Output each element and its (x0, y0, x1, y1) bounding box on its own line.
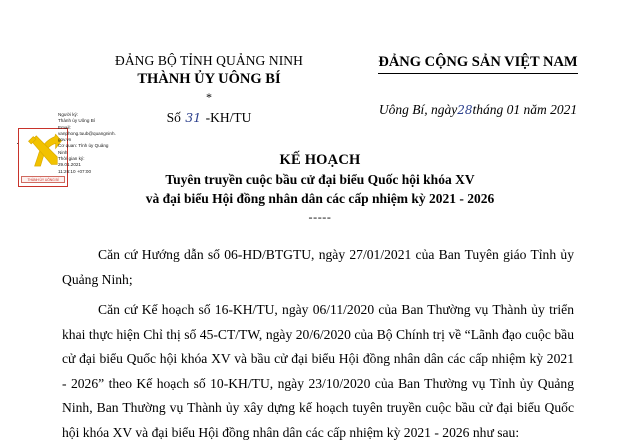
signature-signer-name: Thành ủy Uông Bí (58, 118, 96, 124)
document-number-prefix: Số (166, 110, 181, 125)
organization-province: ĐẢNG BỘ TỈNH QUẢNG NINH (114, 53, 304, 68)
signature-time-value: 11:26:10 +07:00 (58, 168, 91, 174)
body-paragraph-2: Căn cứ Kế hoạch số 16-KH/TU, ngày 06/11/2020 của Ban Thường vụ Thành ủy triển khai thực hiện Chỉ thị số 45-CT/TW, ngày 20/6/2020 của Bộ Chính trị về “Lãnh đạo cuộc bầu cử đại biểu Quốc hội khóa XV và bầu cử đại biểu Hội đồng nhân dân các cấp nhiệm kỳ 2021 - 2026” theo Kế hoạch số 10-KH/TU, ngày 23/10/2020 của Ban Thường vụ Tỉnh ủy Quảng Ninh, Ban Thường vụ Thành ủy xây dựng kế hoạch tuyên truyền cuộc bầu cử đại biểu Quốc hội khóa XV và đại biểu Hội đồng nhân dân các cấp nhiệm kỳ 2021 - 2026 như sau: (62, 302, 574, 440)
signature-signer-label: Người ký: (58, 112, 79, 117)
document-body (62, 243, 574, 445)
document-title-block (40, 150, 600, 225)
stamp-caption-text: THÀNH ỦY UÔNG BÍ (21, 176, 65, 183)
document-subtitle-line-1: Tuyên truyền cuộc bầu cử đại biểu Quốc hội khóa XV (165, 172, 475, 187)
signature-email-value: vanphong.tuub@quangninh.gov.vn (58, 130, 116, 143)
national-heading (342, 52, 614, 120)
signature-email-label: Email: (58, 124, 71, 130)
nation-line-wrap (342, 52, 614, 74)
nation-title: ĐẢNG CỘNG SẢN VIỆT NAM (378, 52, 577, 74)
title-dash-separator: ----- (308, 210, 332, 224)
place-date-prefix: Uông Bí, ngày (378, 102, 458, 117)
document-subtitle-line-2: và đại biểu Hội đồng nhân dân các cấp nhiệm kỳ 2021 - 2026 (145, 191, 495, 206)
place-date-suffix: tháng 01 năm 2021 (472, 102, 578, 117)
signed-day-value: 28 (457, 103, 473, 117)
document-number-suffix: -KH/TU (205, 110, 252, 125)
place-and-date (342, 100, 614, 120)
organization-city: THÀNH ỦY UÔNG BÍ (137, 71, 281, 87)
body-paragraph-1: Căn cứ Hướng dẫn số 06-HD/BTGTU, ngày 27/01/2021 của Ban Tuyên giáo Tỉnh ủy Quảng Ninh; (62, 247, 574, 287)
signature-date-value: 29.01.2021 (58, 162, 81, 168)
document-type-title: KẾ HOẠCH (279, 152, 361, 168)
signature-time-label: Thời gian ký: (58, 156, 85, 162)
header-star-separator: * (206, 90, 212, 104)
signature-agency: Cơ quan: Tỉnh ủy Quảng Ninh (58, 143, 109, 155)
document-number-value: 31 (185, 110, 202, 125)
